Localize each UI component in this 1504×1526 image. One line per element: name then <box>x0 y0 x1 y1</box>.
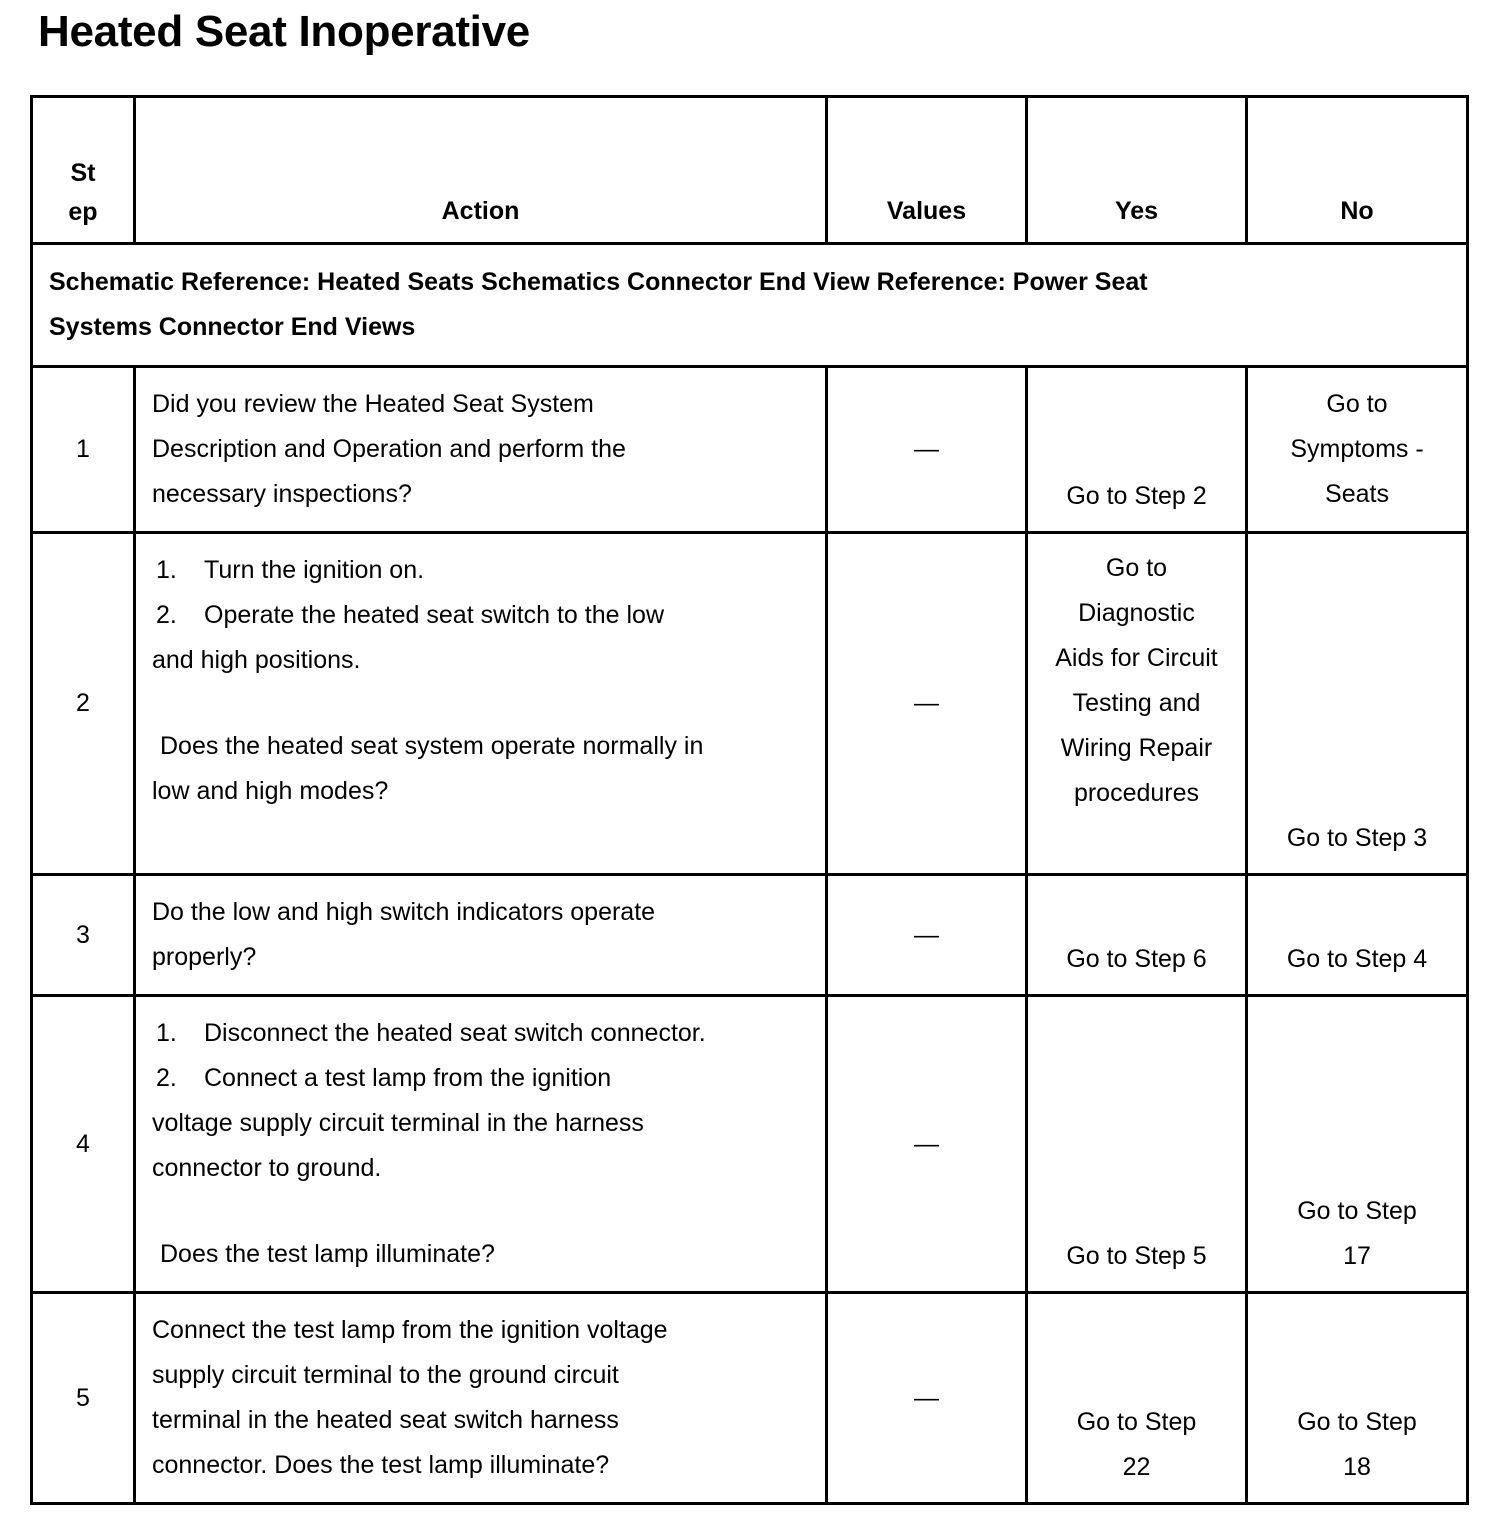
step-number: 5 <box>32 1293 135 1504</box>
yes-link-line[interactable]: Go to Step <box>1076 1408 1197 1436</box>
no-cell <box>1247 996 1468 1293</box>
action-line: connector. Does the test lamp illuminate? <box>152 1451 610 1479</box>
step-number: 2 <box>32 533 135 875</box>
yes-cell <box>1027 1293 1247 1504</box>
action-item: 1. Disconnect the heated seat switch connector. <box>156 1019 706 1047</box>
yes-link-line[interactable]: Aids for Circuit <box>1055 644 1218 672</box>
no-cell <box>1247 875 1468 996</box>
yes-cell <box>1027 533 1247 875</box>
yes-link-line[interactable]: Diagnostic <box>1078 599 1195 627</box>
header-values: Values <box>827 97 1027 244</box>
action-question: low and high modes? <box>152 777 389 805</box>
reference-line-2: Systems Connector End Views <box>49 313 416 341</box>
reference-row <box>32 244 1468 367</box>
step-number: 4 <box>32 996 135 1293</box>
action-question: Does the test lamp illuminate? <box>160 1240 495 1268</box>
step-number: 3 <box>32 875 135 996</box>
header-action: Action <box>135 97 827 244</box>
yes-link-line[interactable]: 22 <box>1122 1453 1151 1481</box>
no-link-line[interactable]: Go to Step <box>1297 1197 1417 1225</box>
action-cell <box>135 367 827 533</box>
action-line: Description and Operation and perform the <box>152 435 626 463</box>
no-link-line[interactable]: 17 <box>1343 1242 1371 1270</box>
header-step-line1: St <box>70 159 96 187</box>
table-row <box>32 367 1468 533</box>
no-cell <box>1247 367 1468 533</box>
action-line: Did you review the Heated Seat System <box>152 390 594 418</box>
reference-line-1: Schematic Reference: Heated Seats Schematics Connector End View Reference: Power Seat <box>49 268 1148 296</box>
yes-cell <box>1027 367 1247 533</box>
yes-link[interactable]: Go to Step 5 <box>1066 1242 1207 1270</box>
action-line: supply circuit terminal to the ground circuit <box>152 1361 619 1389</box>
yes-link-line[interactable]: Testing and <box>1072 689 1201 717</box>
no-cell <box>1247 533 1468 875</box>
yes-link-line[interactable]: Wiring Repair <box>1060 734 1213 762</box>
yes-link[interactable]: Go to Step 2 <box>1066 482 1207 510</box>
value-cell: — <box>827 996 1027 1293</box>
value-cell: — <box>827 1293 1027 1504</box>
yes-link-line[interactable]: Go to <box>1105 554 1168 582</box>
no-link-line[interactable]: Symptoms - <box>1290 435 1424 463</box>
action-cell <box>135 533 827 875</box>
table-row <box>32 533 1468 875</box>
header-no: No <box>1247 97 1468 244</box>
schematic-reference <box>32 244 1468 367</box>
action-cell <box>135 875 827 996</box>
yes-cell <box>1027 996 1247 1293</box>
value-cell: — <box>827 875 1027 996</box>
action-line: Connect the test lamp from the ignition voltage <box>152 1316 668 1344</box>
step-number: 1 <box>32 367 135 533</box>
yes-link[interactable]: Go to Step 6 <box>1066 945 1207 973</box>
no-link-line[interactable]: Go to Step <box>1297 1408 1417 1436</box>
table-row <box>32 996 1468 1293</box>
no-cell <box>1247 1293 1468 1504</box>
yes-cell <box>1027 875 1247 996</box>
header-row <box>32 97 1468 244</box>
action-cell <box>135 1293 827 1504</box>
action-item-continuation: and high positions. <box>152 646 361 674</box>
no-link-line[interactable]: Seats <box>1325 480 1389 508</box>
page-title: Heated Seat Inoperative <box>38 7 530 56</box>
action-item-continuation: voltage supply circuit terminal in the harness <box>152 1109 644 1137</box>
action-line: necessary inspections? <box>152 480 412 508</box>
diagnostic-table <box>30 95 1469 1505</box>
table-row <box>32 1293 1468 1504</box>
action-item: 2. Connect a test lamp from the ignition <box>156 1064 612 1092</box>
action-question: Does the heated seat system operate normally in <box>160 732 704 760</box>
action-line: Do the low and high switch indicators operate <box>152 898 656 926</box>
header-yes: Yes <box>1027 97 1247 244</box>
no-link[interactable]: Go to Step 3 <box>1286 824 1428 852</box>
value-cell: — <box>827 367 1027 533</box>
action-line: properly? <box>152 943 257 971</box>
action-item: 2. Operate the heated seat switch to the low <box>156 601 664 629</box>
action-line: terminal in the heated seat switch harness <box>152 1406 619 1434</box>
action-cell <box>135 996 827 1293</box>
no-link-line[interactable]: 18 <box>1343 1453 1371 1481</box>
no-link-line[interactable]: Go to <box>1326 390 1388 418</box>
table-row <box>32 875 1468 996</box>
header-step-line2: ep <box>68 198 98 226</box>
no-link[interactable]: Go to Step 4 <box>1286 945 1428 973</box>
value-cell: — <box>827 533 1027 875</box>
yes-link-line[interactable]: procedures <box>1073 779 1200 807</box>
action-item: 1. Turn the ignition on. <box>156 556 425 584</box>
action-item-continuation: connector to ground. <box>152 1154 382 1182</box>
header-step <box>32 97 135 244</box>
